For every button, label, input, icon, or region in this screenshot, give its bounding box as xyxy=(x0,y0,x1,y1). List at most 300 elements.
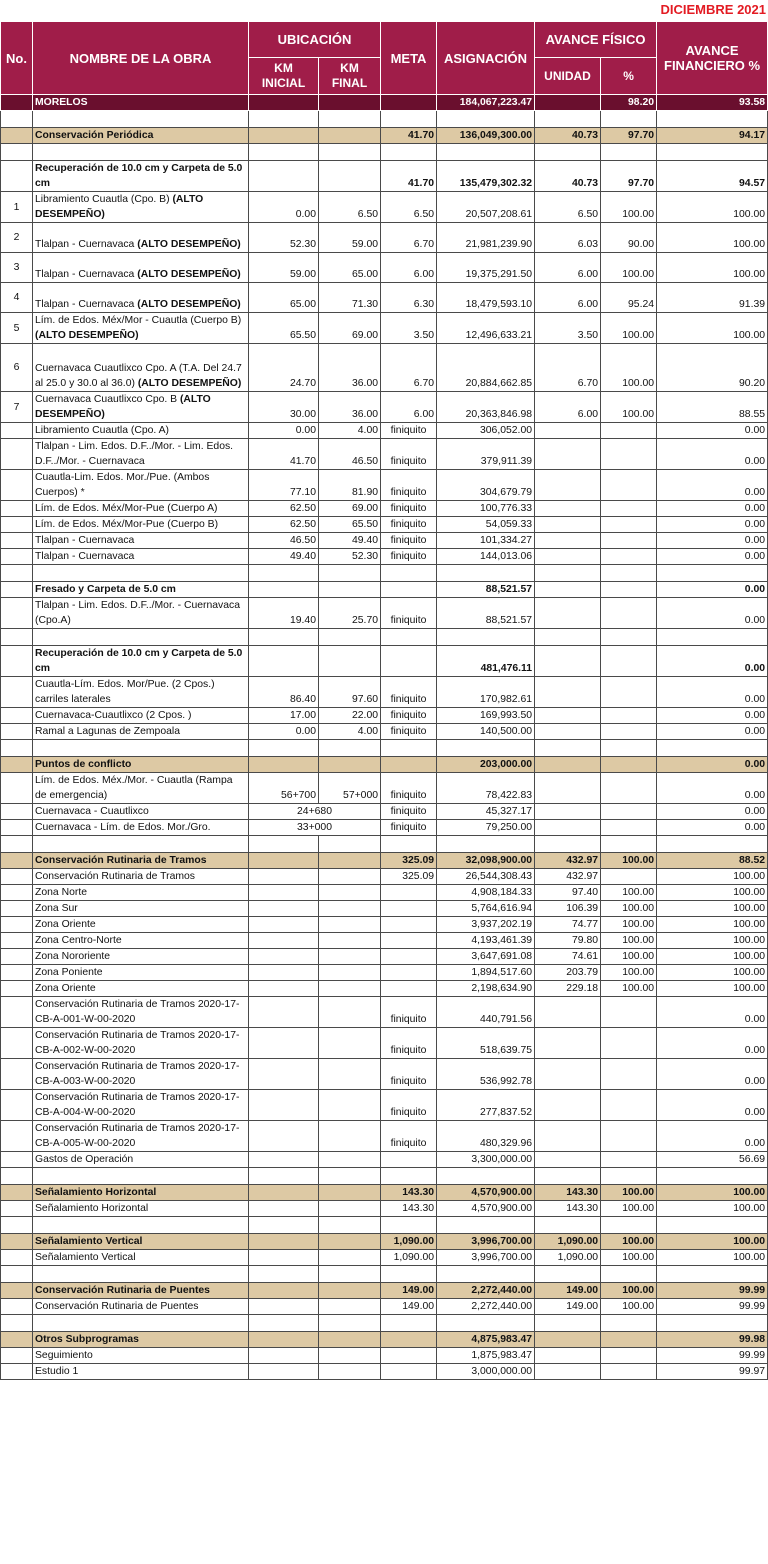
spacer-row xyxy=(1,629,768,646)
cell-unidad xyxy=(535,757,601,773)
work-name: Lím. de Edos. Méx/Mor - Cuautla (Cuerpo B) xyxy=(35,315,242,326)
cell-km-final xyxy=(319,1364,381,1380)
cell-km-final xyxy=(319,949,381,965)
cell-meta: 6.00 xyxy=(381,392,437,423)
cell-no: 1 xyxy=(1,192,33,223)
cell-meta xyxy=(381,901,437,917)
cell-asignacion: 1,894,517.60 xyxy=(437,965,535,981)
cell-unidad: 106.39 xyxy=(535,901,601,917)
cell-avance-financiero: 99.99 xyxy=(657,1283,768,1299)
cell-km-inicial xyxy=(249,565,319,582)
cell-km: 24+680 xyxy=(249,804,381,820)
cell-km-inicial: 24.70 xyxy=(249,344,319,392)
cell-meta xyxy=(381,885,437,901)
cell-avance-financiero xyxy=(657,1315,768,1332)
table-row xyxy=(1,885,768,901)
cell-avance-financiero: 0.00 xyxy=(657,470,768,501)
cell-meta: finiquito xyxy=(381,533,437,549)
cell-pct xyxy=(601,1090,657,1121)
cell-asignacion xyxy=(437,111,535,128)
cell-km-final xyxy=(319,161,381,192)
table-row xyxy=(1,313,768,344)
cell-pct xyxy=(601,1121,657,1152)
cell-avance-financiero: 88.55 xyxy=(657,392,768,423)
cell-asignacion: 184,067,223.47 xyxy=(437,95,535,111)
cell-asignacion: 4,875,983.47 xyxy=(437,1332,535,1348)
cell-name xyxy=(33,1168,249,1185)
cell-pct: 100.00 xyxy=(601,917,657,933)
cell-meta xyxy=(381,740,437,757)
cell-km-inicial xyxy=(249,917,319,933)
cell-pct xyxy=(601,708,657,724)
spacer-row xyxy=(1,111,768,128)
cell-name xyxy=(33,836,249,853)
table-row xyxy=(1,981,768,997)
cell-unidad: 432.97 xyxy=(535,869,601,885)
cell-unidad: 40.73 xyxy=(535,161,601,192)
cell-meta: 149.00 xyxy=(381,1283,437,1299)
cell-avance-financiero xyxy=(657,740,768,757)
cell-avance-financiero: 0.00 xyxy=(657,517,768,533)
cell-avance-financiero: 94.57 xyxy=(657,161,768,192)
cell-pct xyxy=(601,470,657,501)
cell-avance-financiero: 0.00 xyxy=(657,804,768,820)
cell-avance-financiero: 100.00 xyxy=(657,965,768,981)
cell-unidad: 143.30 xyxy=(535,1185,601,1201)
section-row xyxy=(1,1283,768,1299)
cell-unidad xyxy=(535,1059,601,1090)
cell-pct xyxy=(601,423,657,439)
cell-unidad xyxy=(535,1348,601,1364)
cell-asignacion: 20,884,662.85 xyxy=(437,344,535,392)
cell-no xyxy=(1,439,33,470)
cell-name: Zona Norte xyxy=(33,885,249,901)
cell-pct xyxy=(601,1152,657,1168)
cell-km-inicial xyxy=(249,1217,319,1234)
cell-meta xyxy=(381,1152,437,1168)
cell-km-final xyxy=(319,901,381,917)
cell-avance-financiero: 0.00 xyxy=(657,598,768,629)
cell-km-final xyxy=(319,1315,381,1332)
cell-no xyxy=(1,1234,33,1250)
table-body xyxy=(1,95,768,1380)
cell-pct xyxy=(601,629,657,646)
cell-km-final xyxy=(319,869,381,885)
cell-km-final xyxy=(319,1168,381,1185)
cell-asignacion: 480,329.96 xyxy=(437,1121,535,1152)
cell-name: Conservación Rutinaria de Tramos 2020-17-CB-A-001-W-00-2020 xyxy=(33,997,249,1028)
cell-km-inicial: 56+700 xyxy=(249,773,319,804)
cell-pct xyxy=(601,1266,657,1283)
cell-km-final: 65.00 xyxy=(319,253,381,283)
cell-unidad xyxy=(535,1168,601,1185)
cell-km-inicial: 41.70 xyxy=(249,439,319,470)
cell-avance-financiero: 91.39 xyxy=(657,283,768,313)
cell-no xyxy=(1,1028,33,1059)
cell-pct: 95.24 xyxy=(601,283,657,313)
cell-pct xyxy=(601,820,657,836)
cell-pct xyxy=(601,757,657,773)
cell-unidad xyxy=(535,582,601,598)
cell-unidad xyxy=(535,740,601,757)
cell-name: Tlalpan - Lim. Edos. D.F../Mor. - Cuernavaca (Cpo.A) xyxy=(33,598,249,629)
cell-meta xyxy=(381,1266,437,1283)
cell-pct xyxy=(601,582,657,598)
cell-km-final xyxy=(319,997,381,1028)
cell-no xyxy=(1,981,33,997)
work-name: Cuernavaca Cuautlixco Cpo. B xyxy=(35,394,180,405)
cell-name xyxy=(33,1315,249,1332)
cell-no xyxy=(1,708,33,724)
table-row xyxy=(1,949,768,965)
cell-no xyxy=(1,836,33,853)
cell-avance-financiero: 0.00 xyxy=(657,708,768,724)
table-row xyxy=(1,997,768,1028)
cell-unidad xyxy=(535,1332,601,1348)
cell-meta: finiquito xyxy=(381,1028,437,1059)
cell-pct: 100.00 xyxy=(601,965,657,981)
cell-km-final xyxy=(319,1201,381,1217)
table-row xyxy=(1,223,768,253)
cell-unidad: 74.61 xyxy=(535,949,601,965)
cell-unidad xyxy=(535,724,601,740)
cell-meta: 1,090.00 xyxy=(381,1250,437,1266)
cell-km-final xyxy=(319,1266,381,1283)
cell-meta: 6.70 xyxy=(381,344,437,392)
cell-pct: 97.70 xyxy=(601,128,657,144)
cell-meta: 41.70 xyxy=(381,161,437,192)
cell-km-final: 57+000 xyxy=(319,773,381,804)
cell-name: Puntos de conflicto xyxy=(33,757,249,773)
cell-name: Zona Centro-Norte xyxy=(33,933,249,949)
cell-km-inicial: 65.00 xyxy=(249,283,319,313)
cell-meta: finiquito xyxy=(381,1059,437,1090)
cell-meta: finiquito xyxy=(381,549,437,565)
cell-km-inicial xyxy=(249,965,319,981)
cell-meta: finiquito xyxy=(381,724,437,740)
section-row xyxy=(1,757,768,773)
cell-km-inicial xyxy=(249,757,319,773)
cell-km-inicial xyxy=(249,933,319,949)
cell-km-final xyxy=(319,582,381,598)
cell-no xyxy=(1,646,33,677)
cell-name: Zona Nororiente xyxy=(33,949,249,965)
cell-pct xyxy=(601,869,657,885)
cell-asignacion: 79,250.00 xyxy=(437,820,535,836)
cell-name xyxy=(33,144,249,161)
cell-unidad xyxy=(535,549,601,565)
cell-pct xyxy=(601,501,657,517)
cell-no xyxy=(1,1090,33,1121)
cell-unidad: 143.30 xyxy=(535,1201,601,1217)
cell-avance-financiero: 100.00 xyxy=(657,1185,768,1201)
cell-km-inicial: 65.50 xyxy=(249,313,319,344)
cell-name: Conservación Rutinaria de Tramos 2020-17-CB-A-003-W-00-2020 xyxy=(33,1059,249,1090)
cell-avance-financiero: 0.00 xyxy=(657,646,768,677)
cell-name: Tlalpan - Cuernavaca xyxy=(33,533,249,549)
group-row xyxy=(1,646,768,677)
cell-no xyxy=(1,965,33,981)
cell-meta xyxy=(381,757,437,773)
cell-pct xyxy=(601,724,657,740)
work-name: Cuernavaca Cuautlixco Cpo. A (T.A. Del 24.7 al 25.0 y 30.0 al 36.0) xyxy=(35,363,242,389)
cell-asignacion xyxy=(437,1217,535,1234)
cell-no: 2 xyxy=(1,223,33,253)
cell-km-final: 69.00 xyxy=(319,313,381,344)
table-row xyxy=(1,965,768,981)
cell-unidad: 6.00 xyxy=(535,283,601,313)
cell-pct xyxy=(601,773,657,804)
spacer-row xyxy=(1,740,768,757)
cell-no xyxy=(1,549,33,565)
cell-no xyxy=(1,629,33,646)
cell-km-inicial xyxy=(249,111,319,128)
cell-pct: 100.00 xyxy=(601,1250,657,1266)
cell-km-inicial xyxy=(249,128,319,144)
cell-asignacion xyxy=(437,1168,535,1185)
cell-km-final xyxy=(319,1152,381,1168)
table-row xyxy=(1,773,768,804)
cell-avance-financiero: 100.00 xyxy=(657,901,768,917)
cell-avance-financiero: 0.00 xyxy=(657,423,768,439)
cell-asignacion: 4,908,184.33 xyxy=(437,885,535,901)
table-row xyxy=(1,933,768,949)
cell-km-final: 59.00 xyxy=(319,223,381,253)
cell-name: Libramiento Cuautla (Cpo. A) xyxy=(33,423,249,439)
cell-km-final xyxy=(319,1299,381,1315)
cell-asignacion: 4,570,900.00 xyxy=(437,1185,535,1201)
cell-km-inicial: 77.10 xyxy=(249,470,319,501)
cell-name: Cuernavaca - Lím. de Edos. Mor./Gro. xyxy=(33,820,249,836)
cell-km-final xyxy=(319,1250,381,1266)
cell-unidad: 6.50 xyxy=(535,192,601,223)
cell-name xyxy=(33,344,249,392)
cell-avance-financiero: 100.00 xyxy=(657,933,768,949)
table-row xyxy=(1,423,768,439)
table-row xyxy=(1,439,768,470)
cell-name: Cuautla-Lim. Edos. Mor./Pue. (Ambos Cuerpos) * xyxy=(33,470,249,501)
cell-asignacion: 203,000.00 xyxy=(437,757,535,773)
cell-meta xyxy=(381,933,437,949)
cell-no xyxy=(1,598,33,629)
cell-asignacion: 3,000,000.00 xyxy=(437,1364,535,1380)
cell-no xyxy=(1,1348,33,1364)
cell-km-final: 36.00 xyxy=(319,344,381,392)
cell-km-final xyxy=(319,565,381,582)
table-row xyxy=(1,549,768,565)
cell-avance-financiero: 99.98 xyxy=(657,1332,768,1348)
cell-no xyxy=(1,804,33,820)
cell-km-inicial xyxy=(249,1315,319,1332)
cell-meta xyxy=(381,917,437,933)
cell-pct: 97.70 xyxy=(601,161,657,192)
header-asignacion: ASIGNACIÓN xyxy=(437,22,535,95)
cell-km-final xyxy=(319,757,381,773)
cell-km-inicial: 62.50 xyxy=(249,517,319,533)
table-row xyxy=(1,1152,768,1168)
header-avance-fisico: AVANCE FÍSICO xyxy=(535,22,657,58)
cell-km-final: 36.00 xyxy=(319,392,381,423)
cell-km-inicial xyxy=(249,1152,319,1168)
cell-pct: 100.00 xyxy=(601,1299,657,1315)
cell-name: Conservación Rutinaria de Tramos xyxy=(33,869,249,885)
cell-meta xyxy=(381,949,437,965)
cell-unidad xyxy=(535,565,601,582)
cell-km-inicial xyxy=(249,901,319,917)
cell-km-final xyxy=(319,917,381,933)
cell-avance-financiero: 0.00 xyxy=(657,1121,768,1152)
cell-km-inicial xyxy=(249,740,319,757)
cell-pct: 100.00 xyxy=(601,981,657,997)
cell-km-final xyxy=(319,836,381,853)
cell-avance-financiero: 0.00 xyxy=(657,439,768,470)
cell-name: Señalamiento Horizontal xyxy=(33,1201,249,1217)
cell-km-final: 81.90 xyxy=(319,470,381,501)
table-row xyxy=(1,533,768,549)
cell-name: Otros Subprogramas xyxy=(33,1332,249,1348)
cell-km-final xyxy=(319,1332,381,1348)
cell-no xyxy=(1,1266,33,1283)
cell-unidad xyxy=(535,804,601,820)
cell-avance-financiero: 0.00 xyxy=(657,677,768,708)
cell-no xyxy=(1,724,33,740)
header-meta: META xyxy=(381,22,437,95)
table-row xyxy=(1,804,768,820)
spacer-row xyxy=(1,836,768,853)
cell-name: Conservación Rutinaria de Puentes xyxy=(33,1299,249,1315)
cell-km-inicial xyxy=(249,1234,319,1250)
cell-meta: 143.30 xyxy=(381,1201,437,1217)
cell-pct: 100.00 xyxy=(601,901,657,917)
cell-pct xyxy=(601,517,657,533)
header-km-inicial: KM INICIAL xyxy=(249,58,319,95)
cell-asignacion: 45,327.17 xyxy=(437,804,535,820)
cell-avance-financiero: 99.99 xyxy=(657,1299,768,1315)
cell-meta xyxy=(381,836,437,853)
cell-name xyxy=(33,111,249,128)
cell-name: Zona Oriente xyxy=(33,981,249,997)
cell-meta: 6.30 xyxy=(381,283,437,313)
cell-unidad: 6.03 xyxy=(535,223,601,253)
cell-name: MORELOS xyxy=(33,95,249,111)
cell-no xyxy=(1,757,33,773)
cell-name: Lím. de Edos. Méx./Mor. - Cuautla (Rampa de emergencia) xyxy=(33,773,249,804)
cell-name: Zona Oriente xyxy=(33,917,249,933)
header-pct: % xyxy=(601,58,657,95)
cell-no xyxy=(1,677,33,708)
cell-asignacion xyxy=(437,144,535,161)
cell-meta: 1,090.00 xyxy=(381,1234,437,1250)
cell-km-inicial xyxy=(249,1201,319,1217)
cell-pct xyxy=(601,144,657,161)
cell-unidad xyxy=(535,997,601,1028)
table-row xyxy=(1,1059,768,1090)
cell-avance-financiero: 0.00 xyxy=(657,1028,768,1059)
cell-meta xyxy=(381,1217,437,1234)
spacer-row xyxy=(1,1315,768,1332)
cell-pct: 100.00 xyxy=(601,313,657,344)
cell-unidad xyxy=(535,677,601,708)
spacer-row xyxy=(1,1266,768,1283)
cell-no xyxy=(1,161,33,192)
work-name: Libramiento Cuautla (Cpo. B) xyxy=(35,194,173,205)
cell-km-inicial xyxy=(249,1364,319,1380)
cell-km-final xyxy=(319,1348,381,1364)
cell-no xyxy=(1,1299,33,1315)
cell-km-inicial xyxy=(249,95,319,111)
cell-name xyxy=(33,223,249,253)
cell-asignacion xyxy=(437,740,535,757)
cell-km-final xyxy=(319,740,381,757)
table-row xyxy=(1,253,768,283)
cell-name: Tlalpan - Cuernavaca xyxy=(33,549,249,565)
cell-name: Recuperación de 10.0 cm y Carpeta de 5.0 cm xyxy=(33,646,249,677)
cell-asignacion xyxy=(437,565,535,582)
cell-no xyxy=(1,1168,33,1185)
cell-unidad xyxy=(535,144,601,161)
cell-km-final xyxy=(319,1185,381,1201)
cell-asignacion: 481,476.11 xyxy=(437,646,535,677)
cell-km-final: 97.60 xyxy=(319,677,381,708)
cell-avance-financiero: 100.00 xyxy=(657,949,768,965)
cell-name: Cuautla-Lím. Edos. Mor/Pue. (2 Cpos.) carriles laterales xyxy=(33,677,249,708)
cell-asignacion: 21,981,239.90 xyxy=(437,223,535,253)
cell-asignacion: 32,098,900.00 xyxy=(437,853,535,869)
cell-avance-financiero: 100.00 xyxy=(657,869,768,885)
cell-km-inicial xyxy=(249,1250,319,1266)
cell-unidad: 6.00 xyxy=(535,392,601,423)
cell-km-final xyxy=(319,646,381,677)
cell-no xyxy=(1,1059,33,1090)
cell-no xyxy=(1,470,33,501)
work-tag: (ALTO DESEMPEÑO) xyxy=(35,330,139,341)
cell-avance-financiero: 0.00 xyxy=(657,549,768,565)
cell-km-final xyxy=(319,1217,381,1234)
cell-unidad xyxy=(535,1121,601,1152)
table-row xyxy=(1,708,768,724)
spacer-row xyxy=(1,565,768,582)
cell-km-final: 65.50 xyxy=(319,517,381,533)
cell-no xyxy=(1,917,33,933)
cell-km-final xyxy=(319,885,381,901)
cell-km-final xyxy=(319,1283,381,1299)
cell-pct xyxy=(601,1059,657,1090)
cell-unidad: 149.00 xyxy=(535,1283,601,1299)
cell-name xyxy=(33,192,249,223)
table-row xyxy=(1,517,768,533)
cell-pct: 98.20 xyxy=(601,95,657,111)
cell-km-inicial xyxy=(249,1283,319,1299)
cell-asignacion: 2,272,440.00 xyxy=(437,1283,535,1299)
cell-no xyxy=(1,901,33,917)
table-row xyxy=(1,1299,768,1315)
cell-meta xyxy=(381,1364,437,1380)
cell-no xyxy=(1,997,33,1028)
cell-avance-financiero: 0.00 xyxy=(657,724,768,740)
cell-avance-financiero xyxy=(657,1168,768,1185)
cell-pct xyxy=(601,439,657,470)
cell-asignacion: 140,500.00 xyxy=(437,724,535,740)
cell-asignacion: 54,059.33 xyxy=(437,517,535,533)
cell-asignacion: 3,300,000.00 xyxy=(437,1152,535,1168)
cell-no xyxy=(1,820,33,836)
cell-pct xyxy=(601,565,657,582)
cell-unidad xyxy=(535,1315,601,1332)
header-unidad: UNIDAD xyxy=(535,58,601,95)
table-row xyxy=(1,1250,768,1266)
cell-name: Conservación Rutinaria de Tramos 2020-17-CB-A-002-W-00-2020 xyxy=(33,1028,249,1059)
cell-km-final xyxy=(319,1090,381,1121)
